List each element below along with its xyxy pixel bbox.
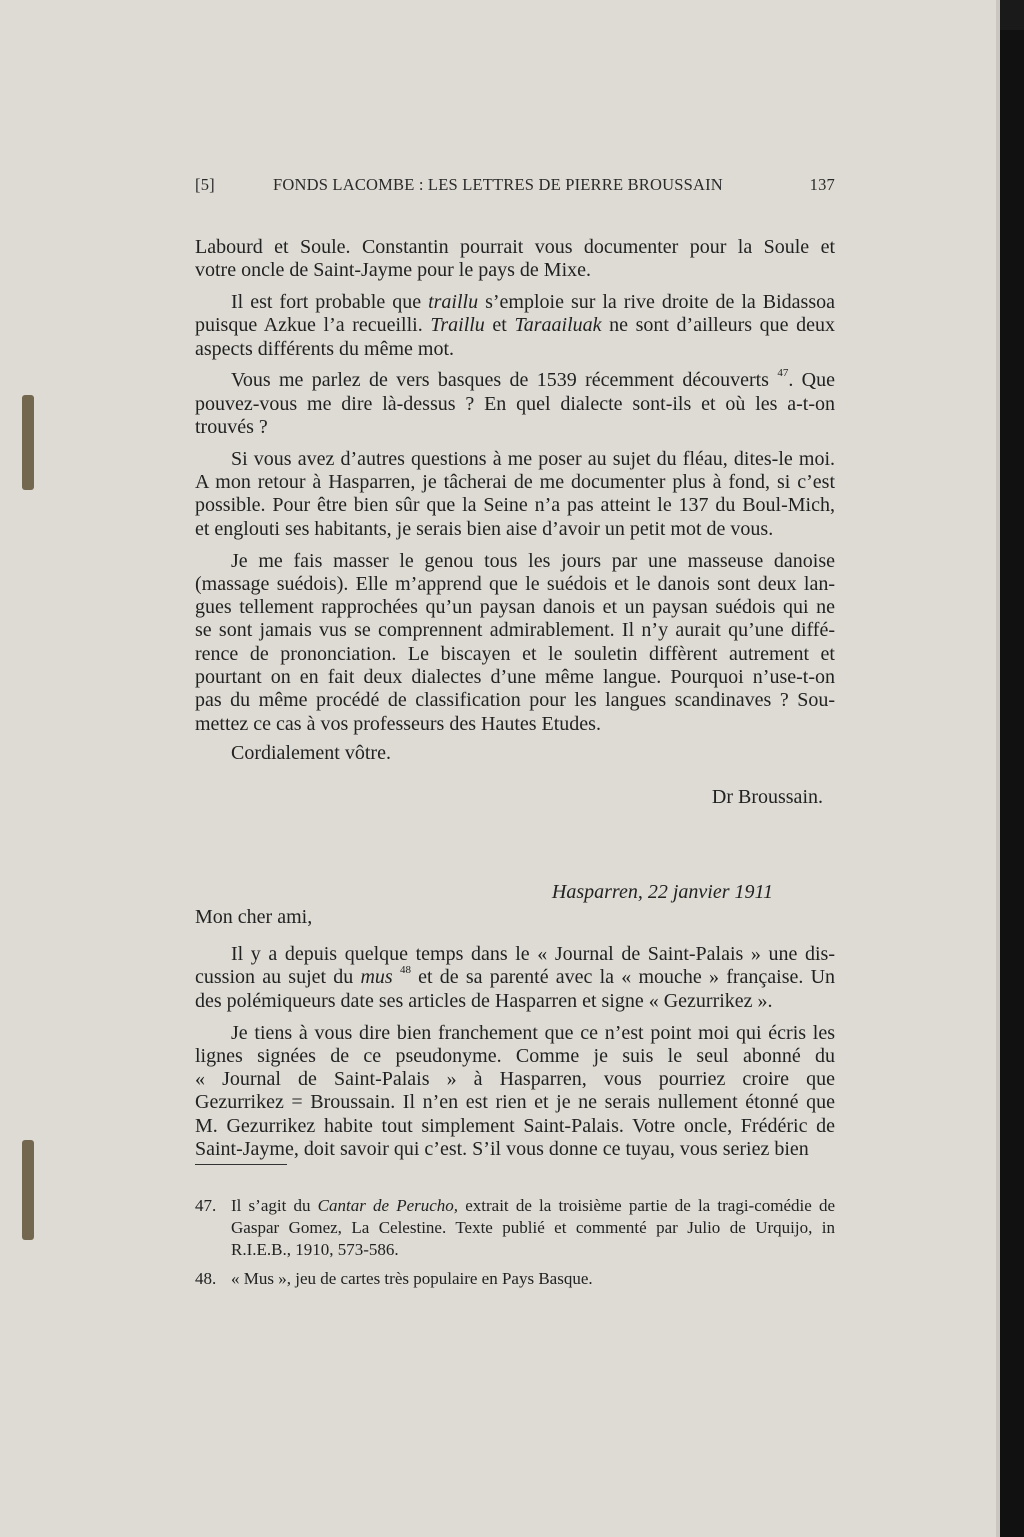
body-text	[195, 236, 835, 1161]
salutation: Mon cher ami,	[195, 905, 313, 928]
text-line: votre oncle de Saint-Jayme pour le pays de Mixe.	[195, 259, 591, 282]
text-line: possible. Pour être bien sûr que la Seine n’a pas atteint le 137 du Boul-Mich,	[195, 494, 835, 517]
text-line: des polémiqueurs date ses articles de Hasparren et signe « Gezurrikez ».	[195, 989, 773, 1012]
text-line: trouvés ?	[195, 416, 268, 439]
footnote-text	[231, 1195, 835, 1261]
letter-2-body	[195, 943, 835, 1161]
text-line: Je me fais masser le genou tous les jours par une masseuse danoise	[231, 549, 835, 572]
text-line: A mon retour à Hasparren, je tâcherai de me documenter plus à fond, si c’est	[195, 471, 835, 494]
paragraph	[195, 236, 835, 283]
text-line: et englouti ses habitants, je serais bien aise d’avoir un petit mot de vous.	[195, 517, 774, 540]
italic-term: mus	[360, 966, 393, 989]
text-line: rence de prononciation. Le biscayen et le souletin diffèrent autrement et	[195, 642, 835, 665]
italic-term: Traillu	[430, 314, 485, 337]
italic-term: Cantar de Perucho,	[317, 1196, 459, 1215]
footnote-text	[231, 1268, 835, 1290]
text-line: Il s’agit du Cantar de Perucho, extrait de la troisième partie de la tragi-comédie de	[231, 1196, 835, 1215]
italic-term: traillu	[428, 291, 479, 314]
page-edge	[1000, 30, 1024, 1537]
paragraph	[195, 448, 835, 541]
footnote-number: 47.	[195, 1196, 217, 1215]
text-line: Je tiens à vous dire bien franchement que ce n’est point moi qui écris les	[231, 1021, 835, 1044]
closing: Cordialement vôtre.	[231, 741, 391, 764]
text-line: Il est fort probable que traillu s’emploie sur la rive droite de la Bidassoa	[231, 291, 835, 314]
paragraph	[195, 1022, 835, 1162]
paragraph	[195, 369, 835, 439]
page-number: 137	[809, 175, 835, 194]
text-line: Saint-Jayme, doit savoir qui c’est. S’il vous donne ce tuyau, vous seriez bien	[195, 1138, 809, 1160]
text-line: Vous me parlez de vers basques de 1539 récemment découverts $^{47}$. Que	[231, 367, 836, 392]
text-line: « Journal de Saint-Palais » à Hasparren, vous pourriez croire que	[195, 1068, 835, 1091]
section-number: [5]	[195, 175, 215, 194]
footnotes	[195, 1195, 835, 1297]
paragraph	[195, 943, 835, 1013]
text-line: pouvez-vous me dire là-dessus ? En quel dialecte sont-ils et où les a-t-on	[195, 392, 835, 415]
text-line: M. Gezurrikez habite tout simplement Saint-Palais. Votre oncle, Frédéric de	[195, 1114, 835, 1137]
text-line: Gaspar Gomez, La Celestine. Texte publié et commenté par Julio de Urquijo, in	[231, 1218, 835, 1237]
footnote-rule	[195, 1164, 287, 1165]
dateline: Hasparren, 22 janvier 1911	[551, 880, 773, 903]
text-line: « Mus », jeu de cartes très populaire en Pays Basque.	[231, 1269, 593, 1288]
footnote	[195, 1195, 835, 1261]
text-line: aspects différents du même mot.	[195, 337, 455, 360]
binding-mark	[22, 1140, 34, 1240]
paragraph	[195, 291, 835, 361]
text-line: Si vous avez d’autres questions à me poser au sujet du fléau, dites-le moi.	[231, 447, 835, 470]
text-line: Labourd et Soule. Constantin pourrait vous documenter pour la Soule et	[195, 236, 835, 258]
text-line: mettez ce cas à vos professeurs des Hautes Etudes.	[195, 712, 601, 735]
footnote-ref[interactable]: 48	[399, 964, 411, 977]
text-line: (massage suédois). Elle m’apprend que le suédois et le danois sont deux lan-	[195, 572, 835, 595]
paragraph	[195, 550, 835, 736]
footnote	[195, 1268, 835, 1290]
running-title: FONDS LACOMBE : LES LETTRES DE PIERRE BROUSSAIN	[273, 175, 723, 194]
text-line: pourtant on en fait deux dialectes d’une même langue. Pourquoi n’use-t-on	[195, 666, 835, 689]
text-line: se sont jamais vus se comprennent admirablement. Il n’y aurait qu’une diffé-	[195, 619, 835, 642]
footnote-ref[interactable]: 47	[777, 367, 789, 380]
footnote-number: 48.	[195, 1269, 217, 1288]
text-line: pas du même procédé de classification pour les langues scandinaves ? Sou-	[195, 689, 835, 712]
letter-1-body	[195, 236, 835, 736]
italic-term: Taraailuak	[514, 314, 602, 337]
signature: Dr Broussain.	[711, 786, 823, 809]
text-line: cussion au sujet du mus $^{48}$ et de sa parenté avec la « mouche » française. Un	[195, 964, 836, 989]
text-line: gues tellement rapprochées qu’un paysan danois et un paysan suédois qui ne	[195, 596, 835, 619]
binding-mark	[22, 395, 34, 490]
text-line: puisque Azkue l’a recueilli. Traillu et Taraailuak ne sont d’ailleurs que deux	[195, 314, 836, 337]
text-line: lignes signées de ce pseudonyme. Comme je suis le seul abonné du	[195, 1044, 835, 1067]
text-line: R.I.E.B., 1910, 573-586.	[231, 1240, 399, 1259]
text-line: Gezurrikez = Broussain. Il n’en est rien et je ne serais nullement étonné que	[195, 1091, 835, 1114]
text-line: Il y a depuis quelque temps dans le « Journal de Saint-Palais » une dis-	[231, 943, 835, 966]
